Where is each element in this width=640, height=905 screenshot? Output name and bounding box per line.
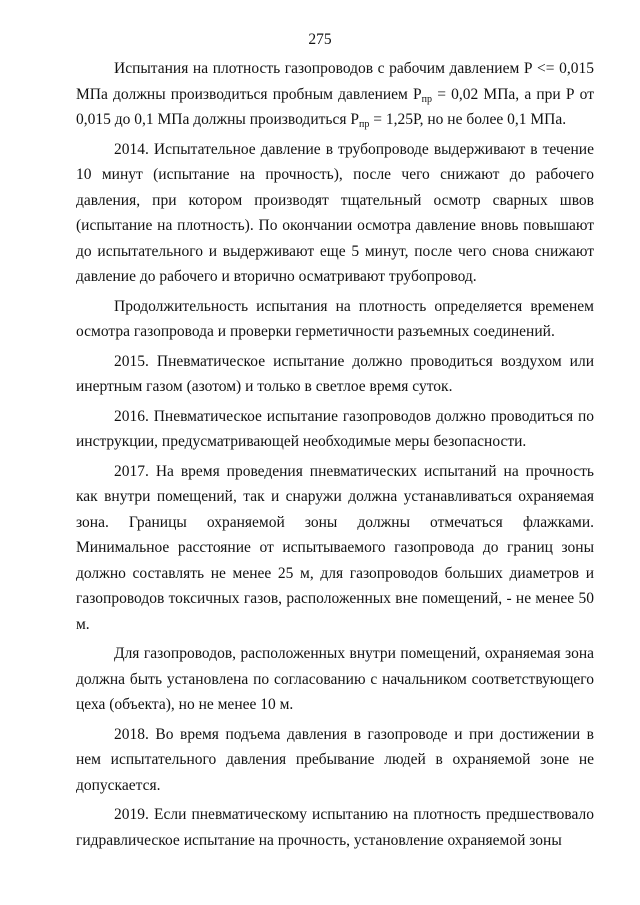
paragraph-indoor-zone: Для газопроводов, расположенных внутри помещений, охраняемая зона должна быть установлена по согласованию с начальником соответствующего цеха (объекта), но не менее 10 м. xyxy=(76,645,594,713)
paragraph-2017: 2017. На время проведения пневматических испытаний на прочность как внутри помещений, так и снаружи должна устанавливаться охраняемая зона. Границы охраняемой зоны должны отмечаться флажками. Минимальное расстояние от испытываемого газопровода до границ зоны должно составлять не менее 25 м, для газопроводов больших диаметров и газопроводов токсичных газов, расположенных вне помещений, - не менее 50 м. xyxy=(76,462,594,633)
paragraph-2016: 2016. Пневматическое испытание газопроводов должно проводиться по инструкции, предусматривающей необходимые меры безопасности. xyxy=(76,407,594,450)
paragraph-2014: 2014. Испытательное давление в трубопроводе выдерживают в течение 10 минут (испытание на прочность), после чего снижают до рабочего давления, при котором производят тщательный осмотр сварных швов (испытание на плотность). По окончании осмотра давление вновь повышают до испытательного и выдерживают еще 5 минут, после чего снова снижают давление до рабочего и вторично осматривают трубопровод. xyxy=(76,140,594,285)
paragraph-2015: 2015. Пневматическое испытание должно проводиться воздухом или инертным газом (азотом) и только в светлое время суток. xyxy=(76,352,594,395)
text-segment: = 1,25Р, но не более 0,1 МПа. xyxy=(369,111,567,128)
subscript-pr: пр xyxy=(421,93,433,105)
subscript-pr: пр xyxy=(358,119,370,130)
page-body xyxy=(76,56,594,853)
paragraph-2019: 2019. Если пневматическому испытанию на плотность предшествовало гидравлическое испытание на прочность, установление охраняемой зоны xyxy=(76,806,594,849)
text-segment: = 0,02 МПа, а при Р от 0,015 до 0,1 МПа должны производиться Р xyxy=(76,85,594,128)
page-number: 275 xyxy=(308,31,332,48)
paragraph-duration: Продолжительность испытания на плотность определяется временем осмотра газопровода и проверки герметичности разъемных соединений. xyxy=(76,297,594,340)
paragraph-pressure-test-density xyxy=(76,56,594,133)
text-segment: Испытания на плотность газопроводов с рабочим давлением Р <= 0,015 МПа должны производиться пробным давлением Р xyxy=(76,60,594,103)
paragraph-2018: 2018. Во время подъема давления в газопроводе и при достижении в нем испытательного давления пребывание людей в охраняемой зоне не допускается. xyxy=(76,725,594,794)
